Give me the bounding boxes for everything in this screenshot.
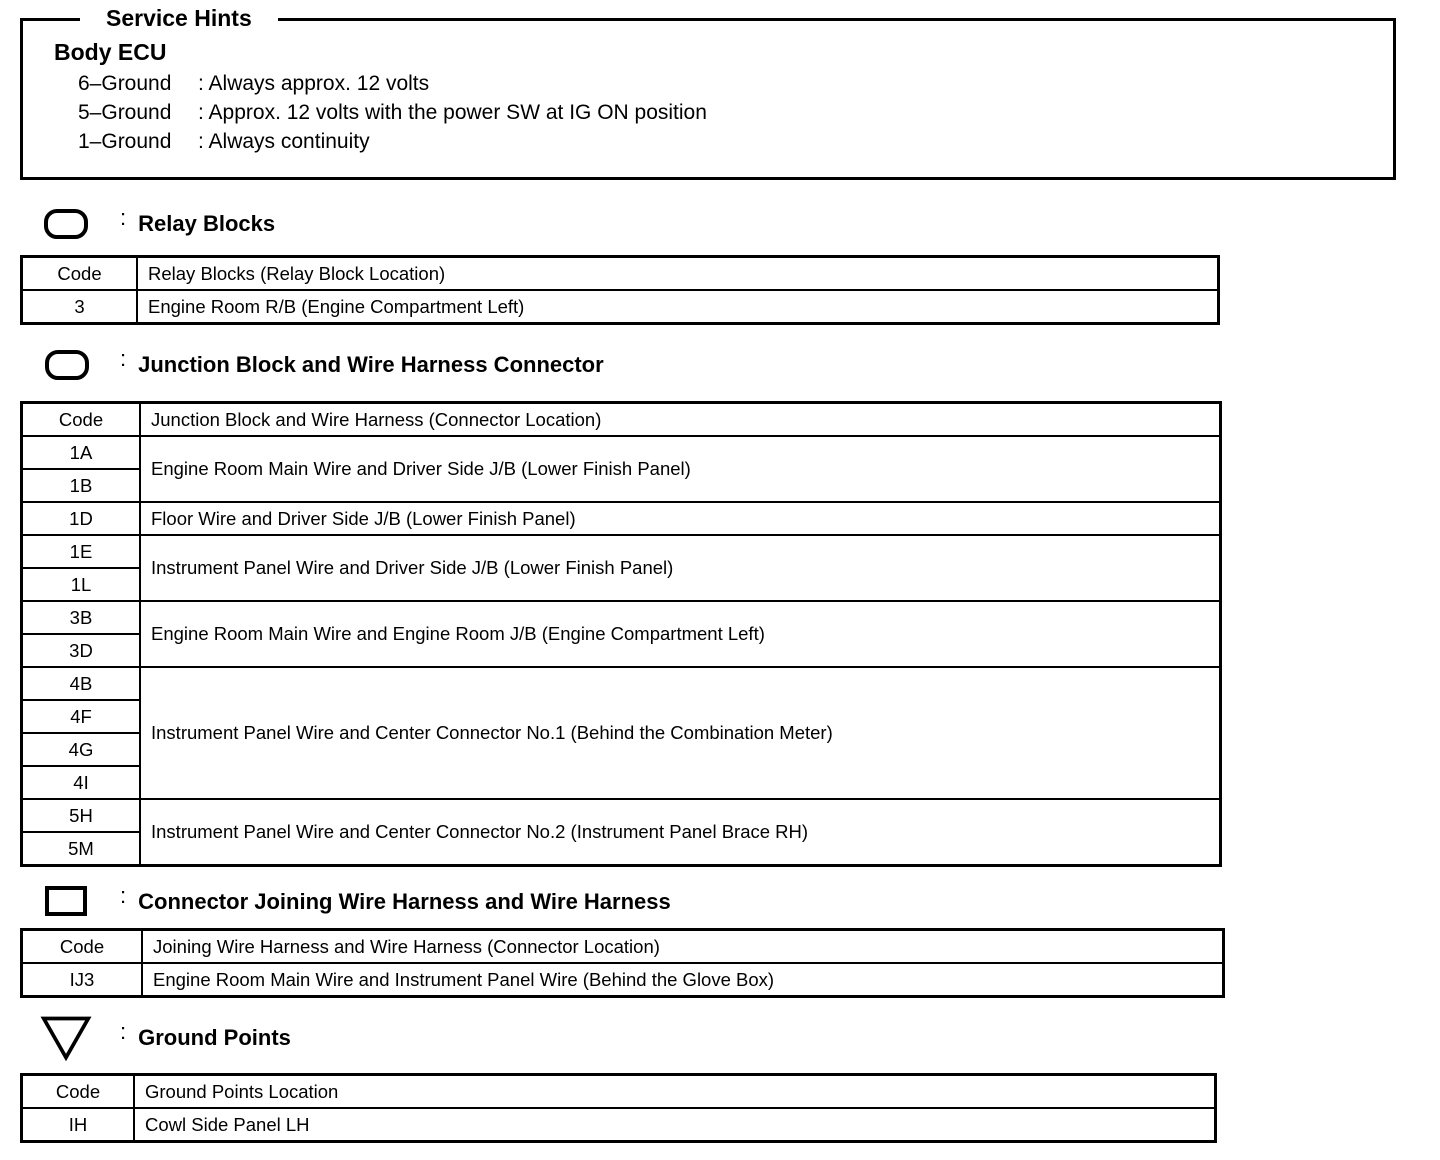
hint-separator: : bbox=[198, 101, 204, 124]
section-title: Junction Block and Wire Harness Connector bbox=[138, 352, 604, 377]
code-cell: 1A bbox=[22, 436, 141, 469]
code-cell: 1L bbox=[22, 568, 141, 601]
service-hints-box bbox=[20, 18, 1396, 180]
table-row bbox=[22, 799, 1221, 832]
code-cell: IJ3 bbox=[22, 963, 143, 997]
joining-connector-heading bbox=[40, 880, 671, 924]
code-cell: 4B bbox=[22, 667, 141, 700]
location-cell: Cowl Side Panel LH bbox=[134, 1108, 1216, 1142]
location-cell: Engine Room Main Wire and Driver Side J/B (Lower Finish Panel) bbox=[140, 436, 1221, 502]
code-cell: 5M bbox=[22, 832, 141, 866]
table-row bbox=[22, 963, 1224, 997]
joining-connector-table bbox=[20, 928, 1225, 998]
code-cell: 1B bbox=[22, 469, 141, 502]
hint-key: 1–Ground bbox=[78, 130, 172, 153]
section-title: Connector Joining Wire Harness and Wire Harness bbox=[138, 889, 671, 914]
code-cell: 5H bbox=[22, 799, 141, 832]
heading-colon: : bbox=[120, 346, 127, 371]
triangle-down-symbol-icon bbox=[40, 1012, 92, 1064]
location-header: Junction Block and Wire Harness (Connector Location) bbox=[140, 403, 1221, 437]
hint-text: Always approx. 12 volts bbox=[208, 72, 430, 95]
location-cell: Engine Room Main Wire and Engine Room J/B (Engine Compartment Left) bbox=[140, 601, 1221, 667]
junction-block-table bbox=[20, 401, 1222, 867]
location-cell: Instrument Panel Wire and Center Connector No.2 (Instrument Panel Brace RH) bbox=[140, 799, 1221, 866]
heading-colon: : bbox=[120, 1019, 127, 1044]
location-cell: Engine Room Main Wire and Instrument Panel Wire (Behind the Glove Box) bbox=[142, 963, 1224, 997]
table-row bbox=[22, 667, 1221, 700]
ground-points-table bbox=[20, 1073, 1217, 1143]
code-header: Code bbox=[22, 257, 138, 291]
location-cell: Instrument Panel Wire and Driver Side J/B (Lower Finish Panel) bbox=[140, 535, 1221, 601]
hint-text: Approx. 12 volts with the power SW at IG ON position bbox=[208, 101, 707, 124]
code-cell: 4F bbox=[22, 700, 141, 733]
heading-colon: : bbox=[120, 883, 127, 908]
hint-separator: : bbox=[198, 130, 204, 153]
hint-separator: : bbox=[198, 72, 204, 95]
table-header-row bbox=[22, 257, 1219, 291]
hint-line bbox=[78, 101, 707, 125]
square-symbol-icon bbox=[40, 880, 92, 924]
location-cell: Engine Room R/B (Engine Compartment Left) bbox=[137, 290, 1219, 324]
code-cell: 3B bbox=[22, 601, 141, 634]
code-header: Code bbox=[22, 403, 141, 437]
location-cell: Floor Wire and Driver Side J/B (Lower Finish Panel) bbox=[140, 502, 1221, 535]
code-cell: 1D bbox=[22, 502, 141, 535]
table-row bbox=[22, 436, 1221, 469]
rounded-rect-symbol-icon bbox=[40, 343, 92, 387]
ground-points-heading bbox=[40, 1016, 291, 1060]
service-hints-legend: Service Hints bbox=[80, 4, 278, 32]
table-row bbox=[22, 1108, 1216, 1142]
table-row bbox=[22, 601, 1221, 634]
code-cell: 3D bbox=[22, 634, 141, 667]
code-header: Code bbox=[22, 930, 143, 964]
table-row bbox=[22, 290, 1219, 324]
hint-key: 6–Ground bbox=[78, 72, 172, 95]
code-cell: 4G bbox=[22, 733, 141, 766]
heading-colon: : bbox=[120, 205, 127, 230]
code-cell: IH bbox=[22, 1108, 135, 1142]
code-cell: 4I bbox=[22, 766, 141, 799]
code-cell: 3 bbox=[22, 290, 138, 324]
table-row bbox=[22, 502, 1221, 535]
code-cell: 1E bbox=[22, 535, 141, 568]
table-header-row bbox=[22, 403, 1221, 437]
table-row bbox=[22, 535, 1221, 568]
relay-blocks-heading bbox=[40, 202, 275, 246]
section-title: Ground Points bbox=[138, 1025, 291, 1050]
location-header: Relay Blocks (Relay Block Location) bbox=[137, 257, 1219, 291]
rounded-rect-symbol-icon bbox=[40, 202, 92, 246]
location-cell: Instrument Panel Wire and Center Connector No.1 (Behind the Combination Meter) bbox=[140, 667, 1221, 799]
service-hints-title: Body ECU bbox=[54, 39, 167, 65]
code-header: Code bbox=[22, 1075, 135, 1109]
hint-line bbox=[78, 72, 429, 96]
location-header: Ground Points Location bbox=[134, 1075, 1216, 1109]
table-header-row bbox=[22, 1075, 1216, 1109]
hint-key: 5–Ground bbox=[78, 101, 172, 124]
hint-text: Always continuity bbox=[208, 130, 370, 153]
relay-blocks-table bbox=[20, 255, 1220, 325]
table-header-row bbox=[22, 930, 1224, 964]
location-header: Joining Wire Harness and Wire Harness (Connector Location) bbox=[142, 930, 1224, 964]
junction-block-heading bbox=[40, 343, 604, 387]
section-title: Relay Blocks bbox=[138, 211, 276, 236]
hint-line bbox=[78, 130, 370, 154]
